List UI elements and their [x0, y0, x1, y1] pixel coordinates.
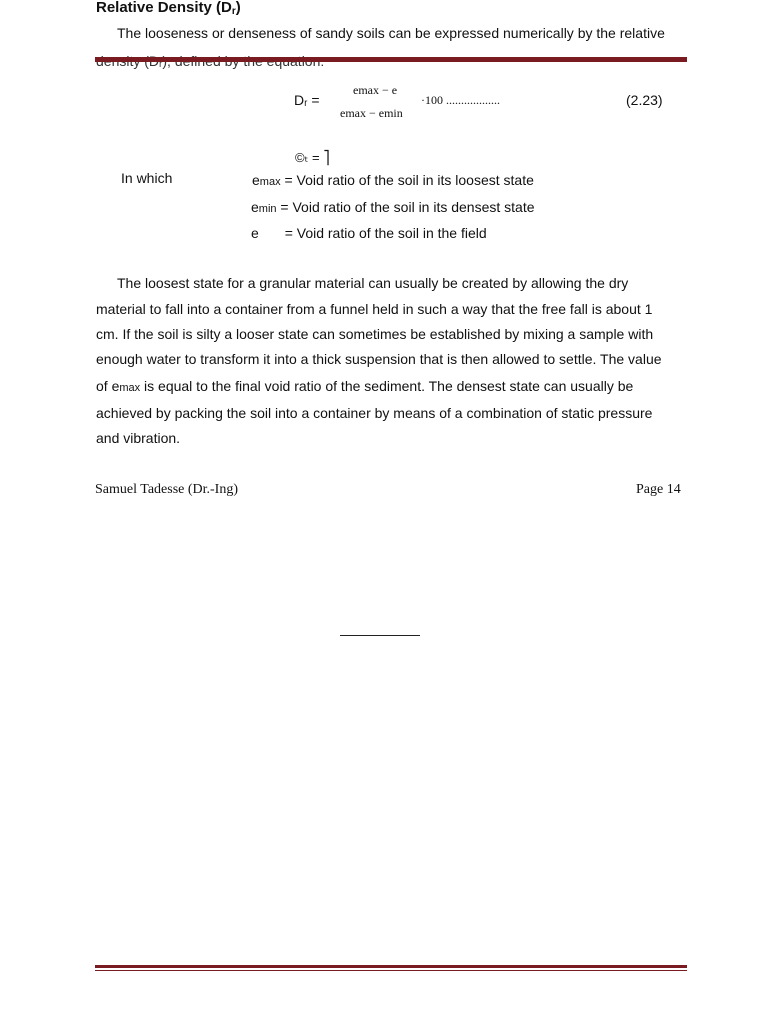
body-line-7: and vibration. [96, 430, 181, 446]
header-rule [95, 57, 687, 62]
equation-lhs: Dᵣ = [294, 92, 320, 108]
equation-stray-glyph: ©ₜ = ⎤ [295, 150, 330, 165]
body-line-2: material to fall into a container from a funnel held in such a way that the free fall is about 1 [96, 301, 653, 317]
body-line-1: The loosest state for a granular material can usually be created by allowing the dry [117, 275, 629, 291]
separator-line [340, 635, 420, 636]
definition-emin: emin = Void ratio of the soil in its densest state [251, 199, 535, 215]
equation-factor: ·100 .................. [421, 93, 500, 107]
footer-page-number: Page 14 [636, 482, 681, 497]
equation-numerator: emax − e [353, 83, 398, 97]
definition-emax: emax = Void ratio of the soil in its loosest state [252, 172, 534, 188]
footer-rule-thin [95, 970, 687, 971]
equation-denominator: emax − emin [340, 106, 403, 120]
footer-rule-thick [95, 965, 687, 968]
body-line-5: of emax is equal to the final void ratio of the sediment. The densest state can usually be [96, 378, 634, 394]
section-heading: Relative Density $(D_r)$ [96, 0, 241, 17]
body-line-6: achieved by packing the soil into a container by means of a combination of static pressure [96, 405, 653, 421]
definition-e: e = Void ratio of the soil in the field [251, 225, 487, 241]
definitions-intro: In which [121, 170, 173, 186]
equation-number: (2.23) [626, 92, 663, 108]
footer-author: Samuel Tadesse (Dr.-Ing) [95, 482, 239, 497]
intro-line-1: The looseness or denseness of sandy soils can be expressed numerically by the relative [117, 25, 665, 41]
body-line-3: cm. If the soil is silty a looser state can sometimes be established by mixing a sample with [96, 326, 654, 342]
body-line-4: enough water to transform it into a thick suspension that is then allowed to settle. The value [96, 351, 662, 367]
